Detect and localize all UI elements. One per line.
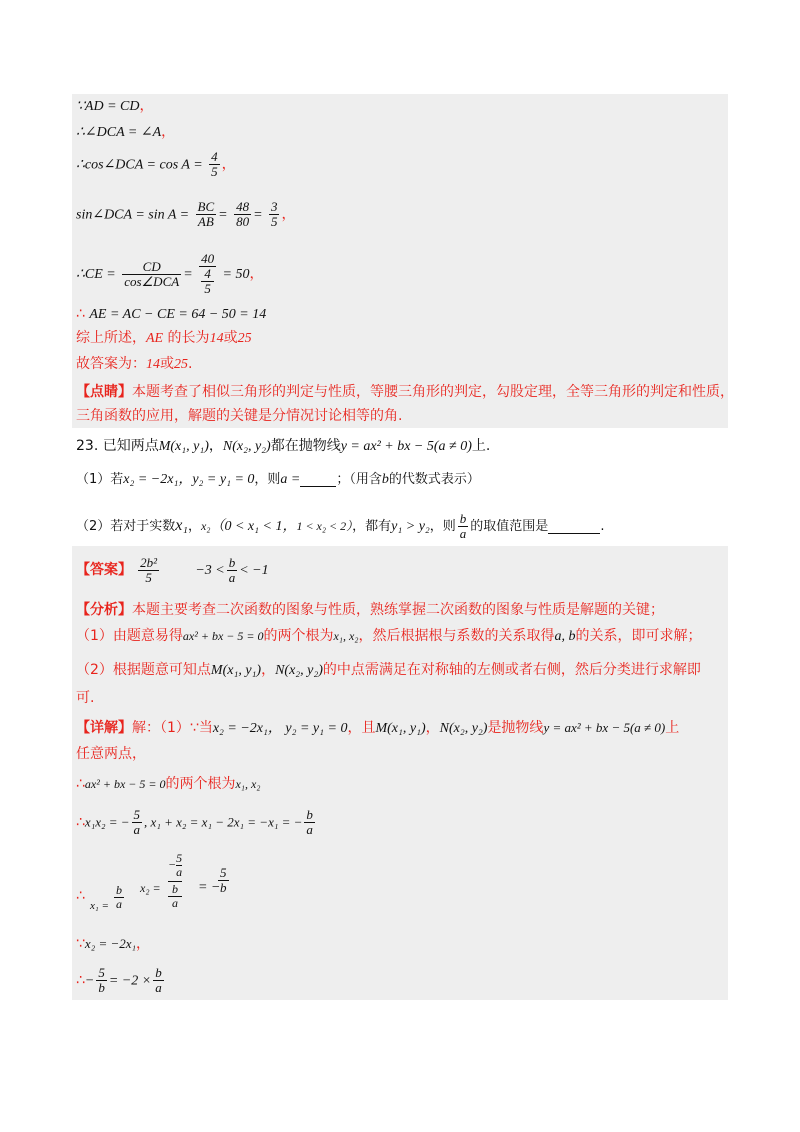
text-fragment: N(x₂, y₂) (275, 663, 323, 678)
text-fragment: 或 (223, 330, 238, 346)
text-fragment: ∴∠DCA = ∠A (76, 125, 162, 140)
text-fragment: N(x₂, y₂) (439, 721, 488, 736)
fraction (269, 200, 280, 229)
step-4: ∵x₂ = −2x₁， (76, 936, 151, 952)
text-fragment: x₁ (175, 517, 188, 534)
text-fragment: a (176, 865, 183, 879)
text-fragment: 14 (209, 331, 224, 346)
text-fragment: y = ax² + bx − 5(a ≠ 0) (543, 720, 666, 735)
text-fragment: = 50 (222, 267, 250, 282)
text-fragment: = −2 × (108, 973, 152, 989)
text-fragment: b (381, 472, 389, 487)
step-2 (76, 808, 317, 837)
text-fragment: （1）由题意易得 (76, 628, 183, 644)
text-fragment: （2）根据题意可知点 (76, 662, 211, 678)
text-fragment: b (306, 807, 313, 822)
text-fragment: ，然后根据根与系数的关系取得 (358, 628, 555, 644)
step-1 (76, 774, 260, 794)
text-fragment: x₂ = −2x₁，y₂ = y₁ = 0 (123, 472, 255, 487)
text-fragment: a (116, 897, 122, 911)
text-fragment: ∴ (76, 972, 85, 989)
fraction (114, 884, 124, 911)
analysis-line (76, 600, 664, 620)
text-fragment: 已知两点 (102, 438, 159, 454)
text-fragment: − (84, 973, 95, 989)
solution-line-2: ∴∠DCA = ∠A， (76, 124, 176, 140)
answer-blank (548, 519, 600, 534)
text-fragment: ∴ (76, 888, 85, 904)
text-fragment: , x₁ + x₂ = x₁ − 2x₁ = −x₁ = − (144, 814, 303, 830)
text-fragment: 任意两点， (76, 746, 146, 762)
text-fragment: 5 (98, 965, 105, 980)
text-fragment: ∵AD = CD (76, 99, 140, 114)
compound-fraction: − $\frac{5}{a}$ b a (168, 851, 183, 910)
text-fragment: < −1 (239, 563, 269, 578)
text-fragment: M(x₁, y₁) (210, 663, 262, 678)
text-fragment: a (228, 570, 236, 585)
problem-part-2: （2）若对于实数x₁，x₂（0 < x₁ < 1，1 < x₂ < 2），都有y₁ > y₂，则 $\frac{b}{a}$ 的取值范围是 . (76, 511, 605, 541)
analysis-part-2-cont (76, 688, 94, 708)
text-fragment: 的代数式表示） (388, 472, 480, 487)
text-fragment: 三角函数的应用，解题的关键是分情况讨论相等的角. (76, 408, 403, 424)
text-fragment: a (155, 980, 162, 995)
text-fragment: 的取值范围是 (470, 519, 549, 534)
text-fragment: 解：（1）∵当 (132, 720, 213, 736)
answer-line (76, 556, 269, 585)
fraction (209, 150, 220, 179)
solution-line-3: ∴cos∠DCA = cos A = $\frac{4}{5}$ ， (76, 149, 236, 179)
text-fragment: x₂ (200, 519, 211, 533)
step-5 (76, 966, 166, 995)
text-fragment: sin∠DCA = sin A = (76, 207, 190, 223)
text-fragment: 3 (270, 199, 278, 214)
text-fragment: 都在抛物线 (270, 438, 341, 454)
text-fragment: ，都有 (352, 519, 392, 534)
text-fragment: 2b² (140, 555, 158, 570)
text-fragment: M(x₁, y₁) (375, 721, 426, 736)
text-fragment: 【点睛】 (76, 384, 132, 400)
text-fragment: 23. (76, 438, 99, 454)
fraction (458, 512, 469, 541)
text-fragment: N(x₂, y₂) (222, 439, 271, 454)
text-fragment: 可. (76, 690, 95, 706)
text-fragment: AE (146, 331, 164, 346)
fraction (132, 808, 143, 837)
text-fragment: 5 (220, 865, 227, 880)
text-fragment: cos∠DCA (124, 273, 180, 289)
text-fragment: 4 (211, 149, 218, 164)
text-fragment: 本题考查了相似三角形的判定与性质，等腰三角形的判定，勾股定理，全等三角形的判定和性质， (132, 384, 734, 400)
solution-line-6: ∴ AE = AC − CE = 64 − 50 = 14 (76, 306, 267, 322)
text-fragment: ；（用含 (336, 472, 382, 487)
text-fragment: = − (198, 880, 221, 895)
text-fragment: 5 (133, 807, 141, 822)
text-fragment: ，则 (254, 472, 281, 487)
text-fragment: 【答案】 (76, 562, 132, 578)
text-fragment: b (168, 883, 182, 897)
text-fragment: M(x₁, y₁) (158, 439, 209, 454)
text-fragment: 的两个根为 (263, 628, 334, 644)
text-fragment: 5 (211, 164, 218, 179)
fraction (304, 808, 315, 837)
text-fragment: −3 < (195, 563, 225, 578)
text-fragment: （1）若 (76, 472, 124, 487)
answer-blank (300, 472, 336, 487)
text-fragment: 【分析】 (76, 602, 132, 618)
text-fragment: b (220, 880, 227, 895)
text-fragment: 48 (236, 199, 250, 214)
detail-line-1: 【详解】解：（1）∵当x₂ = −2x₁， y₂ = y₁ = 0，且M(x₁, y₁)，N(x₂, y₂)是抛物线y = ax² + bx − 5(a ≠ 0)上 (76, 720, 680, 736)
text-fragment: 4 (201, 267, 214, 282)
text-fragment: 80 (236, 214, 250, 229)
text-fragment: 【详解】 (76, 720, 132, 736)
text-fragment: ∴ (76, 776, 85, 792)
analysis-part-2: （2）根据题意可知点M(x₁, y₁)，N(x₂, y₂)的中点需满足在对称轴的左侧或者右侧，然后分类进行求解即 (76, 662, 701, 678)
solution-line-4: sin∠DCA = sin A = $\frac{BC}{AB}$ = $\frac{48}{80}$ = $\frac{3}{5}$ ， (76, 199, 296, 229)
text-fragment: 40 (201, 251, 215, 266)
text-fragment: AE = AC − CE = 64 − 50 = 14 (89, 307, 267, 322)
text-fragment: x₁x₂ = − (84, 814, 130, 830)
text-fragment: （0 < x₁ < 1， (210, 519, 297, 534)
text-fragment: 的长为 (163, 330, 210, 346)
text-fragment: ∴ (76, 814, 85, 831)
text-fragment: . (600, 519, 605, 534)
text-fragment: AB (197, 214, 214, 229)
fraction (196, 200, 217, 229)
text-fragment: ∵ (76, 936, 85, 952)
text-fragment: 故答案为： (76, 356, 146, 372)
text-fragment: 综上所述， (76, 330, 146, 346)
text-fragment: x₂ = −2x₁， y₂ = y₁ = 0 (212, 721, 348, 736)
text-fragment: 的关系，即可求解； (575, 628, 702, 644)
text-fragment: 5 (176, 851, 183, 865)
text-fragment: x₂ = (140, 881, 161, 895)
summary-line (76, 328, 252, 349)
text-fragment: 的两个根为 (165, 776, 236, 792)
final-answer-line: 故答案为：14或25. (76, 356, 193, 372)
text-fragment: （2）若对于实数 (76, 519, 176, 534)
text-fragment: ax² + bx − 5 = 0 (84, 777, 166, 791)
comment-line-2 (76, 406, 402, 426)
text-fragment: ax² + bx − 5 = 0 (182, 629, 264, 643)
text-fragment: 或 (160, 356, 174, 372)
text-fragment: 14 (146, 357, 160, 372)
problem-part-1 (76, 470, 480, 490)
text-fragment: 5 (145, 570, 152, 585)
text-fragment: 是抛物线 (487, 720, 544, 736)
text-fragment: y = ax² + bx − 5(a ≠ 0) (340, 439, 472, 454)
analysis-part-1 (76, 626, 701, 647)
text-fragment: 的中点需满足在对称轴的左侧或者右侧，然后分类进行求解即 (322, 662, 701, 678)
text-fragment: ∴cos∠DCA = cos A = (76, 157, 203, 173)
text-fragment: ，且 (347, 720, 376, 736)
text-fragment: BC (197, 199, 215, 214)
fraction (122, 260, 181, 289)
text-fragment: a = (280, 472, 301, 487)
compound-fraction (199, 252, 216, 296)
text-fragment: y₁ > y₂ (391, 519, 430, 534)
detail-line-2 (76, 744, 146, 764)
text-fragment: 5 (204, 281, 211, 296)
text-fragment: b (228, 555, 236, 570)
text-fragment: b (155, 965, 162, 980)
text-fragment: b (98, 980, 105, 995)
fraction (218, 866, 229, 895)
text-fragment: x₁ = (90, 900, 109, 912)
text-fragment: a, b (554, 629, 576, 644)
fraction (234, 200, 251, 229)
problem-stem: 23. 已知两点M(x₁, y₁)，N(x₂, y₂)都在抛物线y = ax² + bx − 5(a ≠ 0)上. (76, 438, 491, 454)
text-fragment: x₁, x₂ (333, 629, 359, 643)
text-fragment: 5 (270, 214, 278, 229)
text-fragment: 上 (665, 720, 680, 736)
text-fragment: a (459, 526, 467, 541)
comment-line-1 (76, 382, 734, 402)
text-fragment: 25 (174, 357, 188, 372)
solution-line-5: ∴CE = $\frac{CD}{\text{cos∠DCA}}$ = 40 4 5 = 50， (76, 251, 264, 296)
text-fragment: x₁, x₂ (235, 777, 261, 791)
fraction (96, 966, 107, 995)
text-fragment: ，则 (429, 519, 456, 534)
fraction (227, 556, 238, 585)
text-fragment: 本题主要考查二次函数的图象与性质，熟练掌握二次函数的图象与性质是解题的关键； (132, 602, 664, 618)
text-fragment: 1 < x₂ < 2） (296, 519, 353, 533)
text-fragment: x₂ = −2x₁ (84, 936, 137, 951)
text-fragment: 上. (471, 438, 491, 454)
text-fragment: a (172, 896, 179, 910)
text-fragment: CD (122, 260, 181, 275)
text-fragment: b (116, 883, 122, 897)
fraction (153, 966, 164, 995)
fraction (138, 556, 159, 585)
text-fragment: a (306, 822, 313, 837)
text-fragment: b (459, 511, 467, 526)
text-fragment: 25 (237, 331, 252, 346)
solution-line-1: ∵AD = CD， (76, 98, 154, 114)
text-fragment: ∴CE = (76, 267, 116, 282)
text-fragment: a (133, 822, 141, 837)
